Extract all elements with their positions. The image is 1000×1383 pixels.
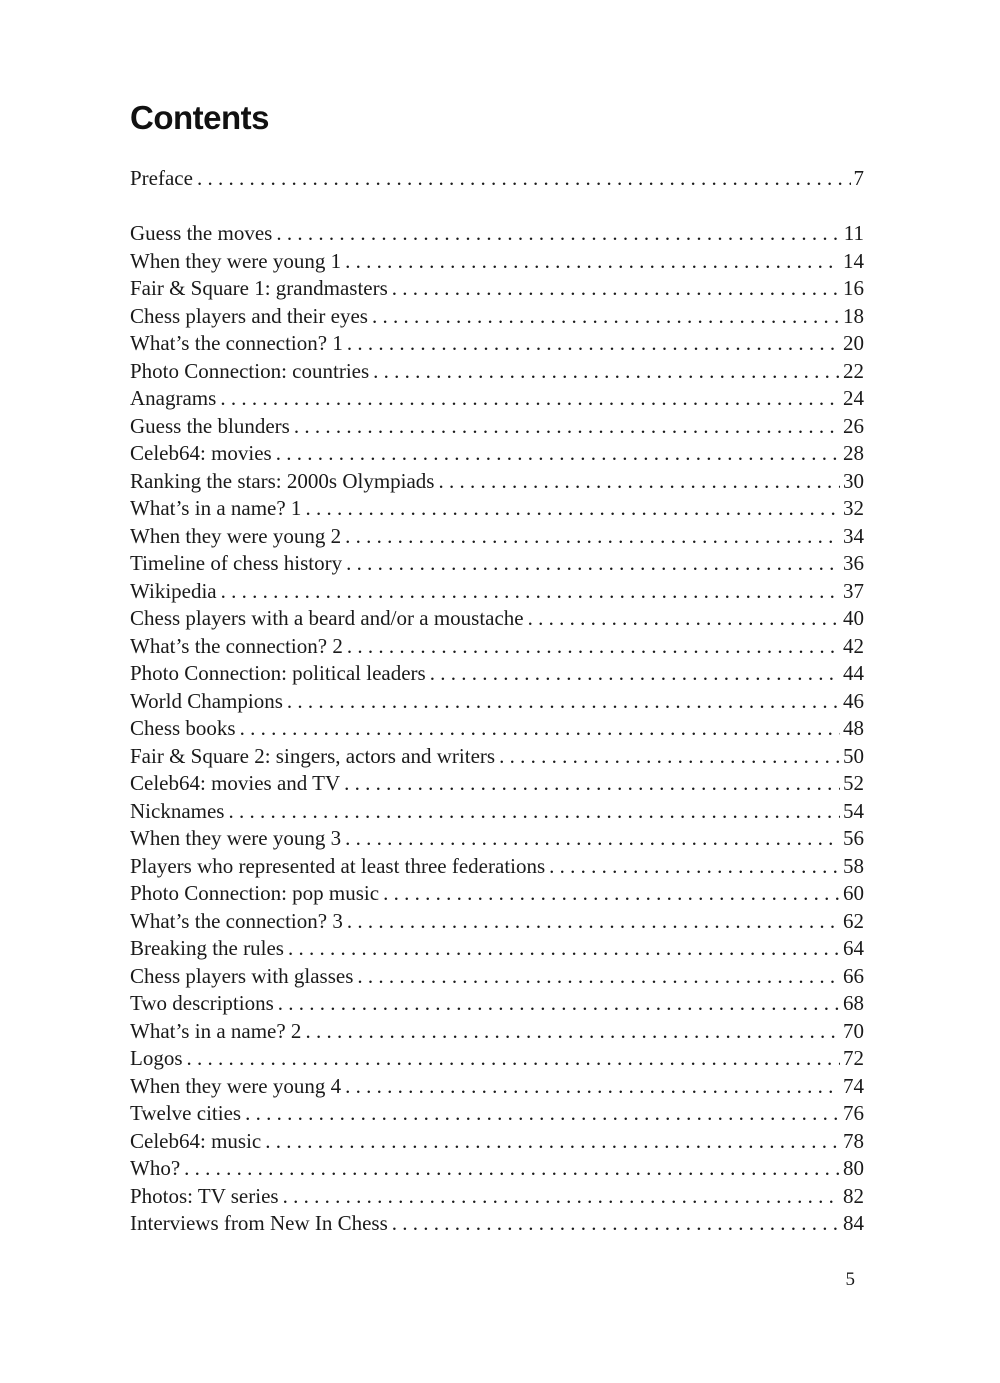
toc-entry-page: 46: [843, 688, 864, 713]
dot-leader: [383, 880, 840, 908]
toc-entry[interactable]: [130, 798, 864, 826]
toc-entry-page: 78: [843, 1128, 864, 1153]
toc-entry-page: 14: [843, 248, 864, 273]
toc-entry-title: Logos: [130, 1046, 183, 1070]
toc-entry-page: 68: [843, 991, 864, 1015]
toc-entry-title: Breaking the rules: [130, 936, 284, 960]
toc-entry-title: Who?: [130, 1156, 181, 1180]
toc-entry[interactable]: [130, 220, 864, 248]
toc-entry-page: 28: [843, 441, 864, 465]
toc-entry-title: Chess players and their eyes: [130, 303, 368, 328]
toc-entry-page: 16: [843, 276, 864, 300]
toc-entry[interactable]: [130, 275, 864, 303]
toc-entry[interactable]: [130, 935, 864, 963]
dot-leader: [430, 660, 840, 688]
toc-entry-page: 54: [843, 798, 864, 823]
toc-entry-preface[interactable]: [130, 165, 864, 193]
toc-entry-page: 24: [843, 386, 864, 410]
dot-leader: [288, 935, 840, 963]
toc-entry-page: 48: [843, 716, 864, 740]
toc-entry[interactable]: [130, 385, 864, 413]
dot-leader: [438, 468, 840, 496]
toc-entry-page: 44: [843, 661, 864, 685]
dot-leader: [294, 413, 840, 441]
dot-leader: [240, 715, 840, 743]
toc-entry[interactable]: [130, 1128, 864, 1156]
dot-leader: [347, 908, 840, 936]
toc-entry-page: 58: [843, 853, 864, 878]
toc-entry-page: 52: [843, 771, 864, 795]
toc-entry-page: 20: [843, 331, 864, 355]
dot-leader: [305, 495, 840, 523]
toc-entry[interactable]: [130, 440, 864, 468]
toc-entry-title: What’s the connection? 3: [130, 908, 343, 933]
dot-leader: [220, 385, 840, 413]
dot-leader: [528, 605, 840, 633]
toc-entry[interactable]: [130, 1100, 864, 1128]
toc-entry-title: Anagrams: [130, 386, 217, 410]
dot-leader: [278, 990, 840, 1018]
dot-leader: [228, 798, 840, 826]
toc-entry-title: Guess the blunders: [130, 413, 290, 438]
toc-entry-title: Photo Connection: pop music: [130, 881, 380, 905]
toc-entry-title: Photos: TV series: [130, 1183, 279, 1208]
toc-entry-page: 40: [843, 606, 864, 630]
toc-entry-page: 62: [843, 908, 864, 933]
toc-entry-title: What’s the connection? 2: [130, 633, 343, 658]
toc-entry[interactable]: [130, 688, 864, 716]
dot-leader: [221, 578, 840, 606]
toc-entry-title: What’s in a name? 2: [130, 1018, 302, 1043]
toc-entry-page: 74: [843, 1073, 864, 1098]
dot-leader: [345, 1073, 840, 1101]
dot-leader: [184, 1155, 840, 1183]
dot-leader: [346, 550, 840, 578]
toc-entry-title: Nicknames: [130, 798, 225, 823]
toc-entry[interactable]: [130, 1210, 864, 1238]
dot-leader: [276, 440, 840, 468]
toc-entry[interactable]: [130, 1155, 864, 1183]
toc-entry[interactable]: [130, 633, 864, 661]
toc-entry[interactable]: [130, 358, 864, 386]
dot-leader: [499, 743, 840, 771]
toc-entry[interactable]: [130, 990, 864, 1018]
toc-entry-title: Fair & Square 1: grandmasters: [130, 276, 388, 300]
toc-entry[interactable]: [130, 468, 864, 496]
toc-entry-title: What’s in a name? 1: [130, 496, 302, 520]
toc-entry-page: 50: [843, 743, 864, 768]
toc-entry-title: Celeb64: movies and TV: [130, 771, 341, 795]
toc-entry-page: 26: [843, 413, 864, 438]
toc-entry-page: 82: [843, 1183, 864, 1208]
toc-entry[interactable]: [130, 523, 864, 551]
dot-leader: [347, 633, 840, 661]
toc-entry[interactable]: [130, 248, 864, 276]
dot-leader: [357, 963, 840, 991]
toc-entry[interactable]: [130, 880, 864, 908]
toc-entry-page: 84: [843, 1211, 864, 1235]
toc-entry-title: Two descriptions: [130, 991, 274, 1015]
toc-entry-title: Celeb64: movies: [130, 441, 272, 465]
toc-entry[interactable]: [130, 743, 864, 771]
toc-entry-page: 36: [843, 551, 864, 575]
toc-entry[interactable]: [130, 1183, 864, 1211]
toc-entry[interactable]: [130, 605, 864, 633]
toc-entry-title: When they were young 4: [130, 1073, 342, 1098]
toc-entry-title: Twelve cities: [130, 1101, 242, 1125]
toc-entry[interactable]: [130, 908, 864, 936]
toc-entry-page: 60: [843, 881, 864, 905]
dot-leader: [344, 770, 840, 798]
dot-leader: [345, 248, 840, 276]
toc-entry-title: Photo Connection: countries: [130, 358, 370, 383]
dot-leader: [392, 275, 840, 303]
toc-entry[interactable]: [130, 495, 864, 523]
toc-entry-page: 42: [843, 633, 864, 658]
dot-leader: [283, 1183, 840, 1211]
toc-entry[interactable]: [130, 330, 864, 358]
dot-leader: [347, 330, 840, 358]
toc-entry-page: 30: [843, 468, 864, 493]
toc-entry-title: Chess players with a beard and/or a moustache: [130, 606, 524, 630]
dot-leader: [187, 1045, 841, 1073]
toc-entry[interactable]: [130, 715, 864, 743]
toc-entry-page: 80: [843, 1156, 864, 1180]
dot-leader: [372, 303, 840, 331]
toc-list: [130, 220, 864, 1238]
toc-entry-page: 22: [843, 358, 864, 383]
toc-preface-list: [130, 165, 864, 193]
toc-entry-page: 56: [843, 826, 864, 850]
toc-entry-title: Interviews from New In Chess: [130, 1211, 388, 1235]
dot-leader: [345, 825, 840, 853]
toc-entry-title: Chess books: [130, 716, 236, 740]
toc-entry-page: 72: [843, 1046, 864, 1070]
dot-leader: [197, 165, 851, 193]
toc-entry-title: Fair & Square 2: singers, actors and writers: [130, 743, 496, 768]
dot-leader: [305, 1018, 840, 1046]
toc-entry-title: Ranking the stars: 2000s Olympiads: [130, 468, 435, 493]
toc-entry-page: 32: [843, 496, 864, 520]
toc-entry[interactable]: [130, 825, 864, 853]
toc-entry-page: 64: [843, 936, 864, 960]
toc-entry-title: Preface: [130, 166, 193, 190]
toc-entry[interactable]: [130, 770, 864, 798]
toc-entry-page: 70: [843, 1018, 864, 1043]
toc-entry-title: Chess players with glasses: [130, 963, 354, 988]
toc-entry-page: 18: [843, 303, 864, 328]
toc-entry-page: 11: [843, 221, 864, 245]
toc-entry-title: Timeline of chess history: [130, 551, 343, 575]
toc-entry[interactable]: [130, 413, 864, 441]
dot-leader: [549, 853, 840, 881]
toc-entry[interactable]: [130, 550, 864, 578]
page-title: Contents: [130, 99, 269, 136]
dot-leader: [373, 358, 840, 386]
toc-entry[interactable]: [130, 660, 864, 688]
dot-leader: [245, 1100, 840, 1128]
toc-entry-title: Wikipedia: [130, 578, 217, 603]
toc-entry[interactable]: [130, 853, 864, 881]
toc-entry-title: When they were young 3: [130, 826, 342, 850]
toc-entry-title: When they were young 1: [130, 248, 342, 273]
page-number: 5: [845, 1269, 855, 1290]
dot-leader: [287, 688, 840, 716]
toc-entry[interactable]: [130, 1073, 864, 1101]
toc-entry-page: 37: [843, 578, 864, 603]
toc-entry-page: 76: [843, 1101, 864, 1125]
toc-entry[interactable]: [130, 1018, 864, 1046]
toc-entry-page: 34: [843, 523, 864, 548]
dot-leader: [392, 1210, 840, 1238]
toc-entry-page: 7: [853, 166, 864, 190]
toc-entry[interactable]: [130, 1045, 864, 1073]
toc-entry[interactable]: [130, 578, 864, 606]
toc-entry-title: When they were young 2: [130, 523, 342, 548]
toc-entry-title: Celeb64: music: [130, 1128, 262, 1153]
toc-entry[interactable]: [130, 303, 864, 331]
dot-leader: [276, 220, 840, 248]
toc-entry-title: Players who represented at least three federations: [130, 853, 546, 878]
toc-entry[interactable]: [130, 963, 864, 991]
toc-entry-title: Guess the moves: [130, 221, 273, 245]
toc-entry-page: 66: [843, 963, 864, 988]
dot-leader: [345, 523, 840, 551]
toc-entry-title: World Champions: [130, 688, 283, 713]
dot-leader: [265, 1128, 840, 1156]
toc-entry-title: What’s the connection? 1: [130, 331, 343, 355]
toc-entry-title: Photo Connection: political leaders: [130, 661, 426, 685]
